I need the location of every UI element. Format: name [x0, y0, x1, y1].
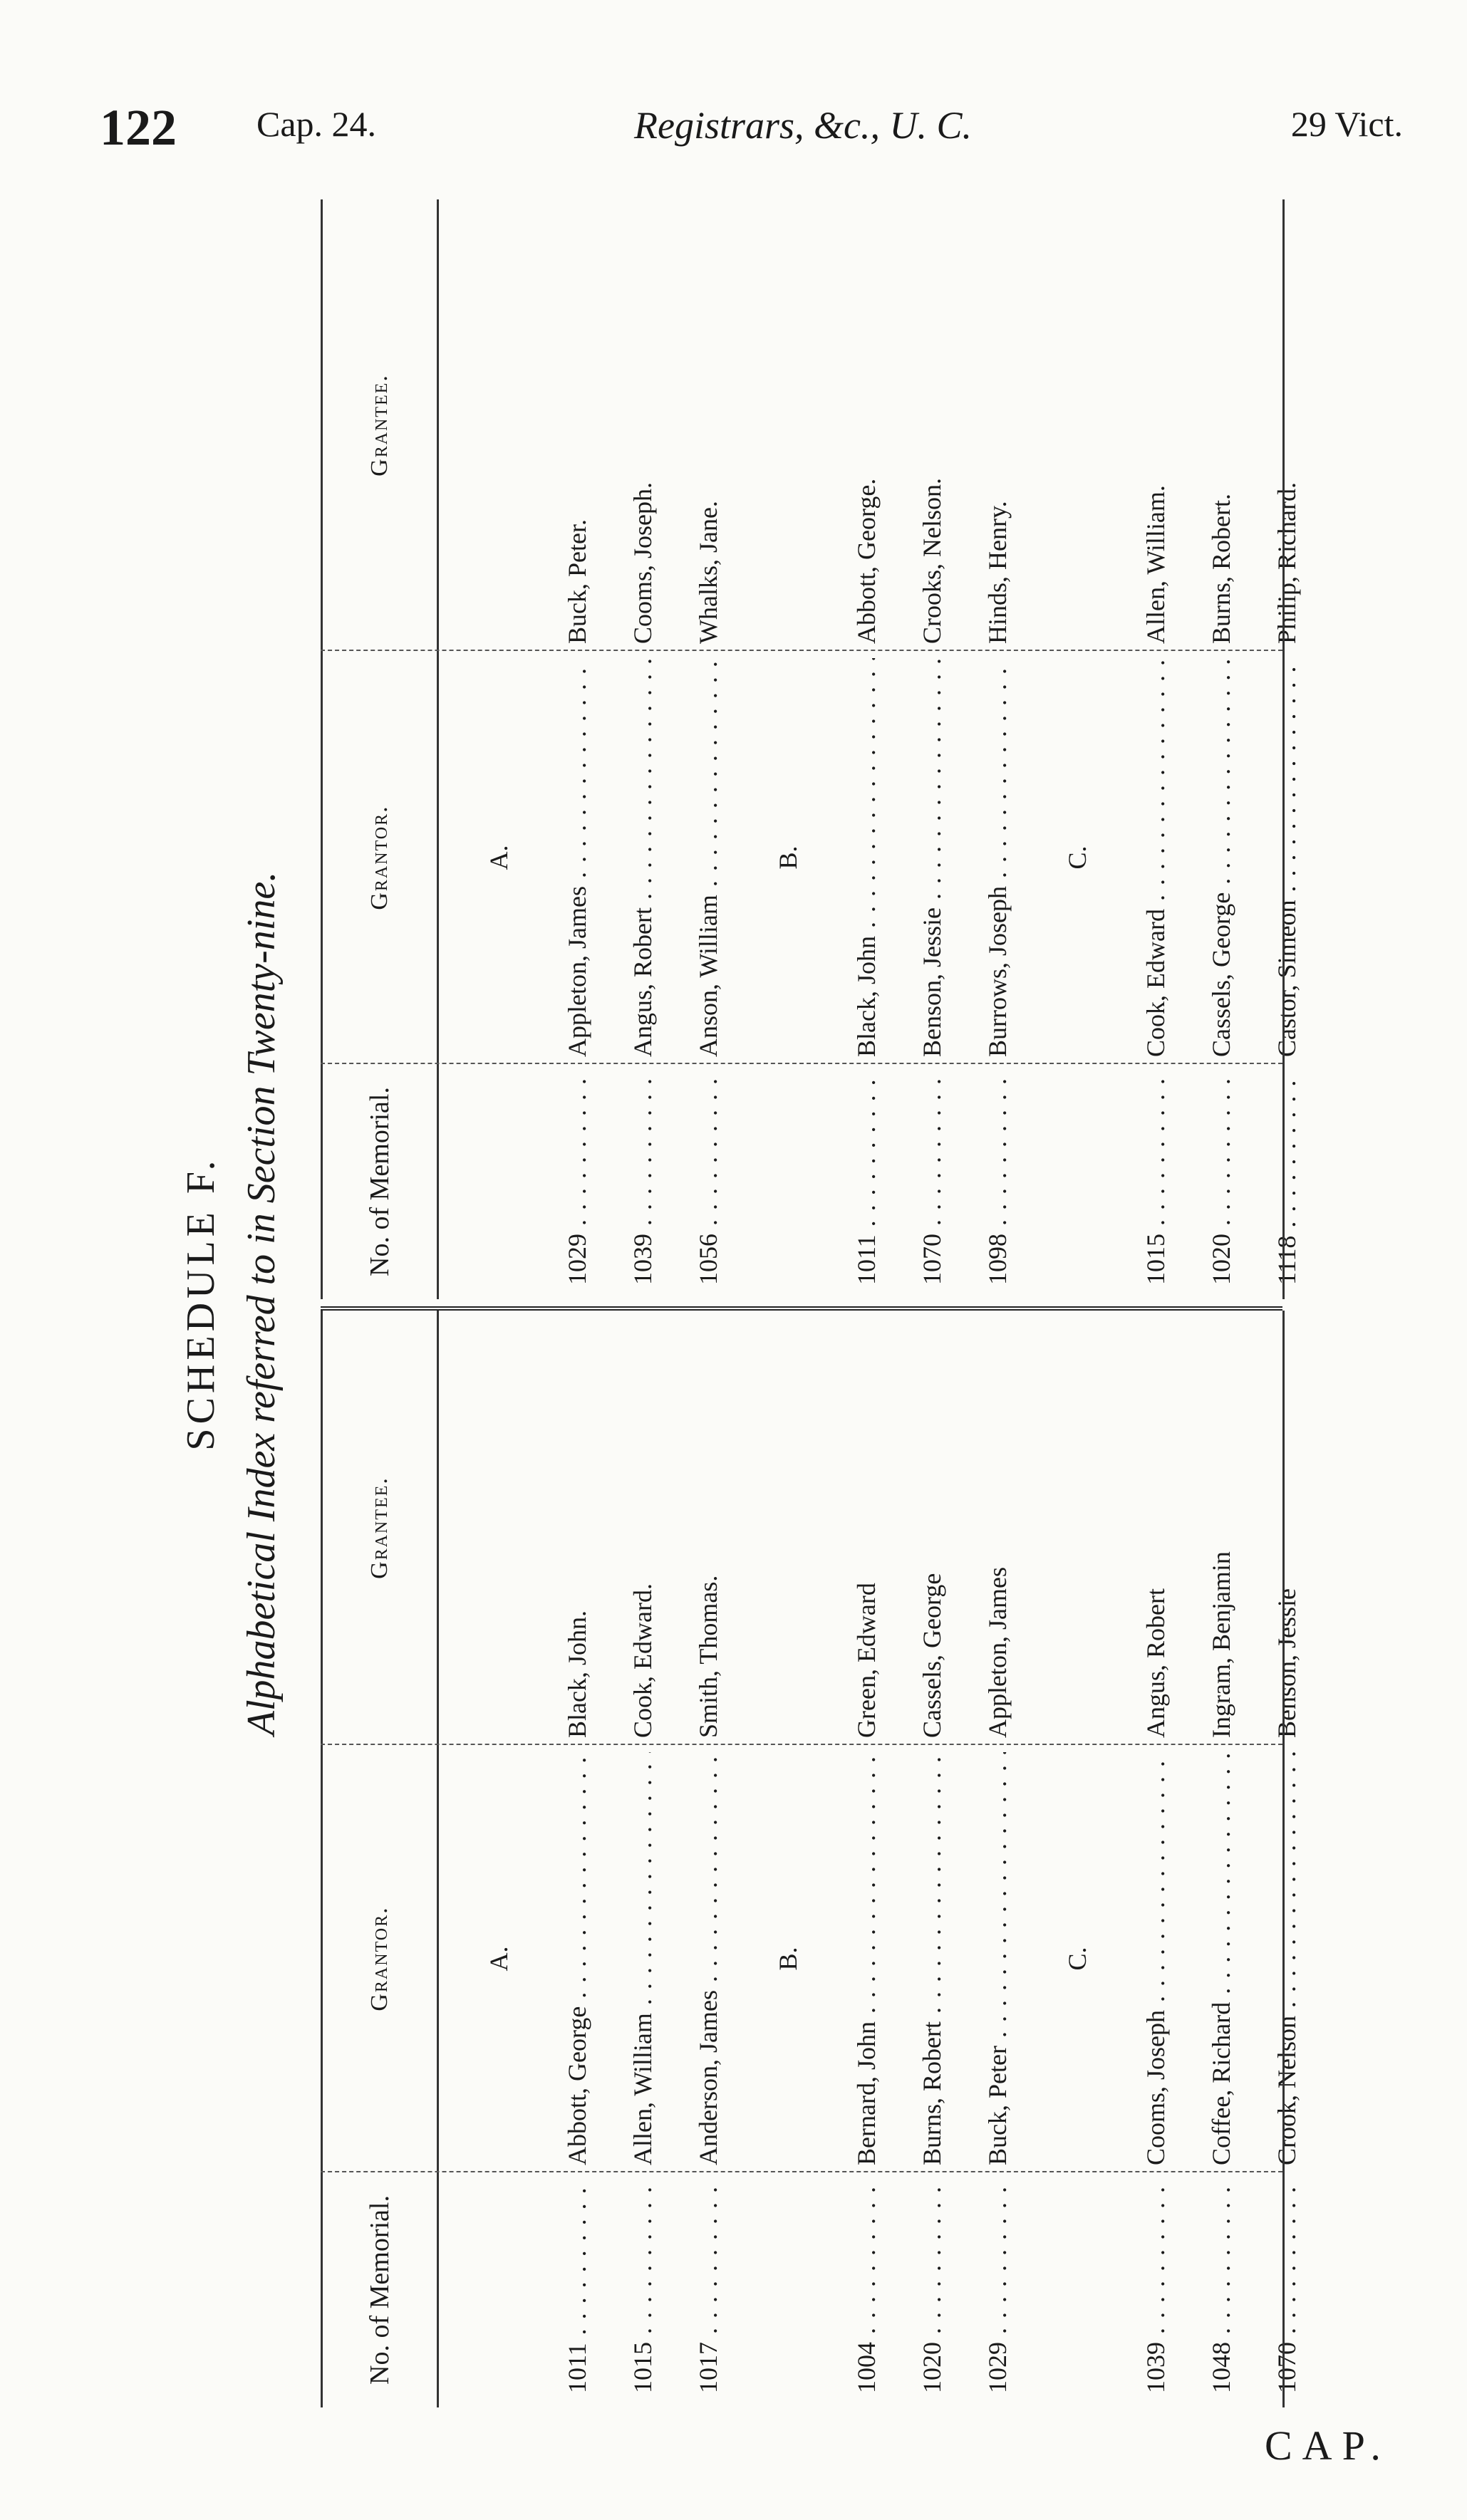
table-row	[1272, 1311, 1301, 2407]
table-row	[983, 1311, 1012, 2407]
memorial-number-cell	[694, 2180, 722, 2393]
grantor-name: Allen, William	[628, 2013, 657, 2165]
memorial-number: 1039	[1141, 2342, 1170, 2393]
column-header-grantor: Grantor.	[366, 1906, 393, 2011]
grantor-name-cell	[852, 1752, 881, 2165]
grantee-name-cell	[983, 1325, 1012, 1738]
grantor-name-cell	[918, 658, 946, 1057]
grantee-name-cell	[694, 1325, 722, 1738]
section-letter: C.	[1063, 1947, 1092, 1971]
grantee-name-cell	[852, 214, 881, 644]
memorial-number-cell	[1207, 1071, 1235, 1285]
memorial-number: 1015	[628, 2342, 657, 2393]
grantee-name: Cooms, Joseph.	[628, 481, 657, 644]
grantor-name-cell	[1141, 1752, 1170, 2165]
memorial-number: 1020	[918, 2342, 946, 2393]
grantee-name-cell	[1272, 214, 1301, 644]
table-row	[918, 1311, 946, 2407]
grantor-name-cell	[694, 1752, 722, 2165]
grantee-name-cell	[1141, 214, 1170, 644]
grantee-name: Cook, Edward.	[628, 1583, 657, 1738]
memorial-number: 1048	[1207, 2342, 1235, 2393]
grantee-name: Philip, Richard.	[1272, 482, 1301, 644]
running-title: Registrars, &c., U. C.	[634, 104, 973, 147]
grantee-name: Abbott, George.	[852, 478, 881, 644]
table-row	[1141, 199, 1170, 1299]
grantee-name-cell	[1207, 1325, 1235, 1738]
grantor-name-cell	[563, 1752, 591, 2165]
section-letter: A.	[484, 1946, 513, 1972]
table-row	[983, 199, 1012, 1299]
memorial-number: 1039	[628, 1234, 657, 1285]
catchword: CAP.	[1265, 2422, 1391, 2469]
grantor-name-cell	[983, 658, 1012, 1057]
grantor-name: Anson, William	[694, 895, 722, 1057]
table-header	[321, 1311, 439, 2407]
grantor-name-cell	[1207, 1752, 1235, 2165]
grantor-name: Benson, Jessie	[918, 907, 946, 1057]
memorial-number: 1004	[852, 2342, 881, 2393]
memorial-number: 1056	[694, 1234, 722, 1285]
memorial-number: 1029	[983, 2342, 1012, 2393]
grantor-name-cell	[852, 658, 881, 1057]
grantor-name: Castor, Simeon	[1272, 900, 1301, 1057]
table-header	[321, 199, 439, 1299]
grantee-name-cell	[918, 1325, 946, 1738]
memorial-number-cell	[1207, 2180, 1235, 2393]
grantee-name: Black, John.	[563, 1610, 591, 1738]
grantor-name-cell	[628, 1752, 657, 2165]
memorial-number: 1070	[1272, 2342, 1301, 2393]
memorial-number-cell	[983, 1071, 1012, 1285]
grantee-name: Buck, Peter.	[563, 519, 591, 644]
memorial-number-cell	[918, 1071, 946, 1285]
memorial-number-cell	[852, 1071, 881, 1285]
memorial-number: 1017	[694, 2342, 722, 2393]
column-header-grantor: Grantor.	[366, 805, 393, 910]
column-header-memorial: No. of Memorial.	[365, 2195, 395, 2385]
table-row	[1272, 199, 1301, 1299]
grantee-name: Hinds, Henry.	[983, 501, 1012, 644]
column-header-grantee: Grantee.	[366, 374, 393, 477]
grantor-name: Abbott, George	[563, 2006, 591, 2165]
grantee-name-cell	[563, 214, 591, 644]
table-row	[563, 1311, 591, 2407]
grantee-name-cell	[563, 1325, 591, 1738]
left-index-table	[321, 1306, 1301, 2407]
table-row	[563, 199, 591, 1299]
grantee-name-cell	[1272, 1325, 1301, 1738]
memorial-number-cell	[1272, 2180, 1301, 2393]
table-row	[852, 1311, 881, 2407]
memorial-number-cell	[983, 2180, 1012, 2393]
column-header-memorial: No. of Memorial.	[365, 1087, 395, 1276]
grantee-name-cell	[918, 214, 946, 644]
grantee-name: Burns, Robert.	[1207, 494, 1235, 644]
memorial-number-cell	[628, 2180, 657, 2393]
grantor-name: Coffee, Richard	[1207, 2001, 1235, 2165]
section-letter: B.	[774, 845, 802, 870]
grantor-name: Appleton, James	[563, 886, 591, 1057]
memorial-number: 1015	[1141, 1234, 1170, 1285]
grantee-name-cell	[1207, 214, 1235, 644]
grantor-name-cell	[983, 1752, 1012, 2165]
memorial-number: 1029	[563, 1234, 591, 1285]
grantor-name-cell	[1272, 658, 1301, 1057]
grantee-name: Smith, Thomas.	[694, 1575, 722, 1738]
page-number: 122	[100, 99, 177, 156]
memorial-number: 1098	[983, 1234, 1012, 1285]
grantor-name: Angus, Robert	[628, 907, 657, 1057]
grantee-name-cell	[628, 1325, 657, 1738]
memorial-number: 1118	[1272, 1235, 1301, 1285]
grantor-name-cell	[1272, 1752, 1301, 2165]
table-bottom-rule	[1282, 199, 1285, 1299]
grantor-name: Burrows, Joseph	[983, 886, 1012, 1057]
grantor-name: Black, John	[852, 936, 881, 1057]
grantor-name-cell	[918, 1752, 946, 2165]
grantor-name: Bernard, John	[852, 2021, 881, 2165]
grantor-name: Buck, Peter	[983, 2046, 1012, 2165]
grantor-name: Crook, Nelson	[1272, 2016, 1301, 2165]
section-letter: A.	[484, 845, 513, 870]
grantee-name: Cassels, George	[918, 1573, 946, 1738]
table-row	[1207, 199, 1235, 1299]
grantee-name: Ingram, Benjamin	[1207, 1551, 1235, 1738]
grantee-name: Appleton, James	[983, 1567, 1012, 1738]
table-row	[694, 1311, 722, 2407]
grantee-name-cell	[983, 214, 1012, 644]
grantor-name: Cooms, Joseph	[1141, 2009, 1170, 2165]
table-row	[1207, 1311, 1235, 2407]
grantee-name-cell	[1141, 1325, 1170, 1738]
schedule-block	[178, 199, 1347, 2407]
column-header-grantee: Grantee.	[366, 1477, 393, 1579]
section-letter: B.	[774, 1947, 802, 1971]
memorial-number-cell	[1141, 2180, 1170, 2393]
memorial-number-cell	[563, 2180, 591, 2393]
table-row	[918, 199, 946, 1299]
grantee-name: Benson, Jessie	[1272, 1588, 1301, 1738]
memorial-number: 1070	[918, 1234, 946, 1285]
memorial-number-cell	[1141, 1071, 1170, 1285]
chapter-label: Cap. 24.	[256, 104, 377, 144]
memorial-number-cell	[563, 1071, 591, 1285]
memorial-number: 1011	[563, 2343, 591, 2393]
table-bottom-rule	[1282, 1311, 1285, 2407]
memorial-number-cell	[1272, 1071, 1301, 1285]
memorial-number-cell	[694, 1071, 722, 1285]
grantee-name: Allen, William.	[1141, 485, 1170, 644]
memorial-number-cell	[852, 2180, 881, 2393]
section-letter: C.	[1063, 845, 1092, 870]
grantor-name: Burns, Robert	[918, 2021, 946, 2165]
grantee-name: Whalks, Jane.	[694, 501, 722, 644]
memorial-number-cell	[628, 1071, 657, 1285]
grantee-name-cell	[694, 214, 722, 644]
table-row	[694, 199, 722, 1299]
grantee-name: Angus, Robert	[1141, 1588, 1170, 1738]
grantee-name: Crooks, Nelson.	[918, 478, 946, 644]
right-index-table	[321, 199, 1301, 1299]
grantor-name: Anderson, James	[694, 1990, 722, 2165]
regnal-year: 29 Vict.	[1290, 104, 1403, 144]
memorial-number: 1020	[1207, 1234, 1235, 1285]
grantor-name-cell	[1141, 658, 1170, 1057]
grantee-name-cell	[628, 214, 657, 644]
schedule-title: SCHEDULE F.	[179, 1156, 223, 1451]
grantee-name-cell	[852, 1325, 881, 1738]
grantor-name-cell	[628, 658, 657, 1057]
grantor-name-cell	[563, 658, 591, 1057]
memorial-number-cell	[918, 2180, 946, 2393]
table-row	[628, 1311, 657, 2407]
grantor-name: Cassels, George	[1207, 892, 1235, 1057]
table-row	[1141, 1311, 1170, 2407]
grantor-name-cell	[694, 658, 722, 1057]
table-row	[628, 199, 657, 1299]
memorial-number: 1011	[852, 1234, 881, 1285]
schedule-subtitle: Alphabetical Index referred to in Section Twenty-nine.	[239, 871, 284, 1736]
grantor-name: Cook, Edward	[1141, 909, 1170, 1057]
grantee-name: Green, Edward	[852, 1583, 881, 1738]
grantor-name-cell	[1207, 658, 1235, 1057]
table-row	[852, 199, 881, 1299]
